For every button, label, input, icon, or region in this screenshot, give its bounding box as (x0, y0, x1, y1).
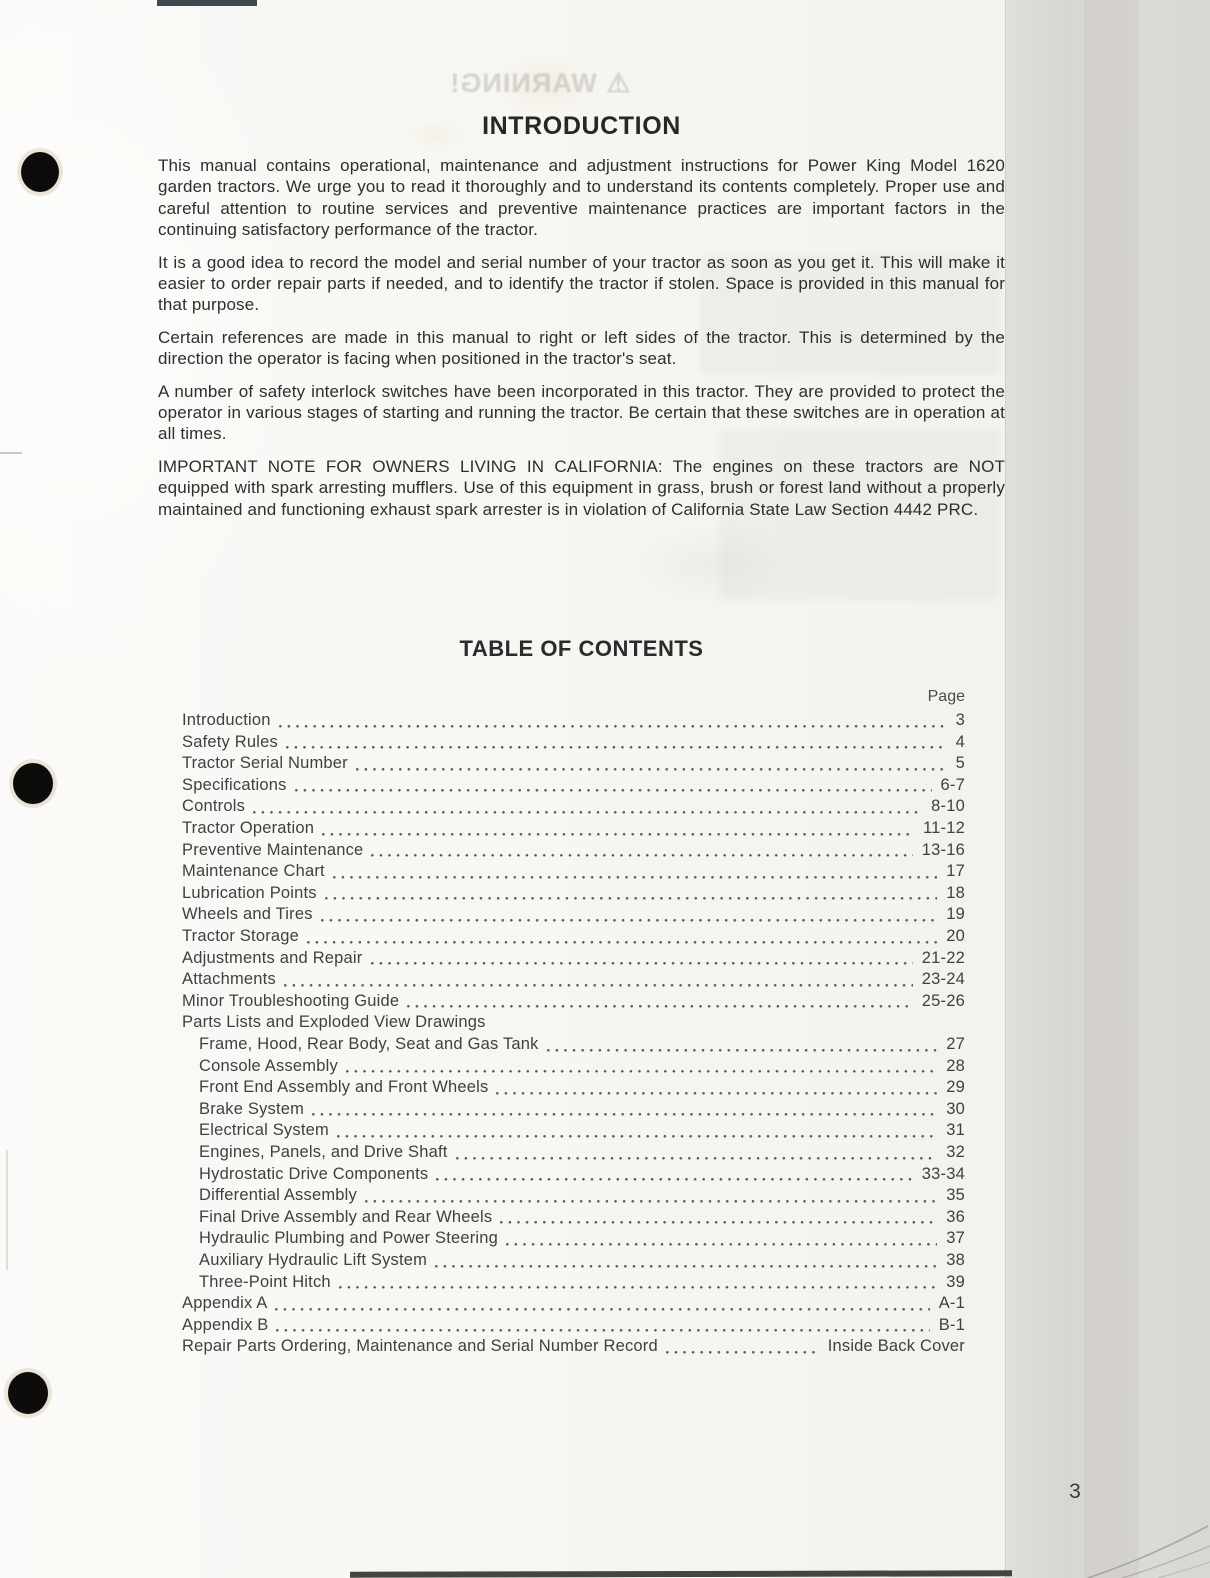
toc-leader-dots (279, 710, 947, 732)
toc-entry-page: 21-22 (921, 948, 965, 967)
toc-entry-page: 18 (946, 883, 965, 902)
toc-entry-page: 33-34 (921, 1164, 965, 1183)
toc-entry (182, 1228, 965, 1250)
toc-leader-dots (407, 991, 913, 1013)
intro-paragraph: Certain references are made in this manual to right or left sides of the tractor. This is determined by the direction the operator is facing when positioned in the tractor's seat. (158, 327, 1005, 369)
toc-title: TABLE OF CONTENTS (459, 636, 704, 662)
toc-entry-label: Tractor Serial Number (182, 754, 348, 773)
toc-entry (182, 732, 965, 754)
toc-entry-page: 20 (946, 927, 965, 946)
toc-entry-page: A-1 (938, 1294, 965, 1313)
toc-leader-dots (506, 1228, 937, 1250)
toc-entry (182, 1207, 965, 1229)
page-number: 3 (1069, 1480, 1081, 1503)
toc-entry-page: 25-26 (921, 991, 965, 1010)
toc-entry-label: Appendix A (182, 1294, 268, 1313)
intro-paragraph: This manual contains operational, maintenance and adjustment instructions for Power King Model 1620 garden tractors. We urge you to read it thoroughly and to understand its contents completely. Proper use and careful attention to routine services and preventive maintenance practices are important factors in the continuing satisfactory performance of the tractor. (158, 156, 1005, 240)
toc-entry-label: Introduction (182, 711, 271, 730)
toc-leader-dots (436, 1164, 912, 1186)
scan-streak (1084, 0, 1139, 1578)
toc-entry-label: Maintenance Chart (182, 862, 325, 881)
toc-leader-dots (275, 1293, 929, 1315)
toc-entry-label: Safety Rules (182, 732, 278, 751)
toc-entry (182, 1250, 965, 1272)
toc-page-column-label: Page (927, 688, 965, 706)
toc-leader-dots (325, 883, 937, 905)
toc-leader-dots (276, 1315, 929, 1337)
scan-right-band (1005, 0, 1210, 1578)
page-content (158, 0, 1005, 1358)
toc-leader-dots (666, 1336, 819, 1358)
toc-entry-label: Differential Assembly (199, 1186, 357, 1205)
intro-paragraph: It is a good idea to record the model and serial number of your tractor as soon as you get it. This will make it easier to order repair parts if needed, and to identify the tractor if stolen. Space is provided in this manual for that purpose. (158, 252, 1005, 315)
toc-entry (182, 753, 965, 775)
scan-top-mark (157, 0, 257, 6)
toc-entry-label: Three-Point Hitch (199, 1272, 331, 1291)
toc-entry (182, 1056, 965, 1078)
toc-entry-label: Controls (182, 797, 246, 816)
toc-entry-label: Specifications (182, 775, 287, 794)
toc-entry-page: 35 (946, 1186, 965, 1205)
toc-entry-label: Minor Troubleshooting Guide (182, 991, 400, 1010)
scan-scratch (0, 452, 22, 454)
toc-entry (182, 1077, 965, 1099)
toc-leader-dots (494, 1012, 956, 1034)
toc-leader-dots (312, 1099, 937, 1121)
toc-entry (182, 1012, 965, 1034)
toc-leader-dots (371, 948, 913, 970)
toc-entry-page: 23-24 (921, 970, 965, 989)
toc-entry-page: 29 (946, 1078, 965, 1097)
toc-entry (182, 991, 965, 1013)
toc-entry-label: Final Drive Assembly and Rear Wheels (199, 1207, 493, 1226)
toc-entry (182, 818, 965, 840)
toc-entry-label: Tractor Storage (182, 927, 300, 946)
toc-entry-page: Inside Back Cover (827, 1337, 965, 1356)
toc-entry-page: 30 (946, 1099, 965, 1118)
toc-entry (182, 1336, 965, 1358)
toc-entry (182, 710, 965, 732)
toc-entry-label: Parts Lists and Exploded View Drawings (182, 1013, 486, 1032)
toc-entry (182, 948, 965, 970)
toc-leader-dots (307, 926, 937, 948)
toc-entry-page: 3 (955, 711, 965, 730)
toc-entry-label: Lubrication Points (182, 883, 317, 902)
binder-hole (21, 152, 59, 192)
toc-entry-page: 27 (946, 1035, 965, 1053)
toc-entry-page: 19 (946, 905, 965, 924)
toc-leader-dots (435, 1250, 937, 1272)
toc-entry (182, 1034, 965, 1056)
toc-entry-label: Hydrostatic Drive Components (199, 1164, 429, 1183)
toc-entry-page: 5 (955, 754, 965, 773)
toc-entry (182, 1120, 965, 1142)
toc-entry-page: 39 (946, 1272, 965, 1291)
toc-entry-label: Preventive Maintenance (182, 840, 364, 859)
page-title: INTRODUCTION (482, 112, 681, 140)
toc-entry-label: Adjustments and Repair (182, 948, 363, 967)
toc-entry-label: Brake System (199, 1099, 305, 1118)
toc-list (182, 710, 965, 1358)
toc-leader-dots (284, 969, 913, 991)
toc-entry (182, 926, 965, 948)
toc-leader-dots (337, 1120, 937, 1142)
toc-entry (182, 1142, 965, 1164)
toc-entry-label: Hydraulic Plumbing and Power Steering (199, 1229, 499, 1248)
toc-entry-label: Auxiliary Hydraulic Lift System (199, 1250, 428, 1269)
toc-entry-label: Electrical System (199, 1121, 329, 1140)
toc-entry-page: 17 (946, 862, 965, 881)
toc-leader-dots (253, 796, 922, 818)
toc-entry (182, 969, 965, 991)
scan-scratch (6, 1150, 8, 1270)
toc-leader-dots (356, 753, 947, 775)
toc-entry-label: Engines, Panels, and Drive Shaft (199, 1142, 448, 1161)
toc-entry-label: Tractor Operation (182, 819, 315, 838)
toc-leader-dots (286, 732, 947, 754)
toc-entry-page: 38 (946, 1250, 965, 1269)
toc-entry-label: Front End Assembly and Front Wheels (199, 1078, 489, 1097)
toc-leader-dots (339, 1272, 937, 1294)
toc-entry (182, 1272, 965, 1294)
binder-hole (8, 1372, 48, 1414)
scan-bottom-bar (350, 1570, 1012, 1577)
toc-entry (182, 775, 965, 797)
toc-leader-dots (496, 1077, 937, 1099)
toc-leader-dots (371, 840, 912, 862)
toc-leader-dots (321, 904, 938, 926)
toc-entry-page: 4 (955, 732, 965, 751)
toc-entry-label: Attachments (182, 970, 276, 989)
bleed-through-warning-text: ⚠ WARNING! (449, 68, 631, 98)
toc-entry (182, 1315, 965, 1337)
toc-entry-page: 31 (946, 1121, 965, 1140)
toc-entry-page: 36 (946, 1207, 965, 1226)
toc-entry-page: 32 (946, 1142, 965, 1161)
toc-entry (182, 1293, 965, 1315)
toc-leader-dots (456, 1142, 938, 1164)
toc-entry-label: Wheels and Tires (182, 905, 313, 924)
toc-entry-page: 8-10 (931, 797, 965, 816)
toc-leader-dots (295, 775, 932, 797)
toc-entry-page: 6-7 (940, 775, 965, 794)
intro-paragraph: IMPORTANT NOTE FOR OWNERS LIVING IN CALIFORNIA: The engines on these tractors are NOT equipped with spark arresting mufflers. Use of this equipment in grass, brush or forest land without a properly maintained and functioning exhaust spark arrester is in violation of California State Law Section 4442 PRC. (158, 456, 1005, 519)
toc-entry-label: Frame, Hood, Rear Body, Seat and Gas Tank (199, 1035, 539, 1053)
toc-leader-dots (500, 1207, 937, 1229)
toc-leader-dots (547, 1034, 938, 1056)
toc-entry-page: 13-16 (921, 840, 965, 859)
toc-entry-label: Console Assembly (199, 1056, 338, 1075)
toc-entry (182, 861, 965, 883)
toc-entry (182, 904, 965, 926)
toc-leader-dots (365, 1185, 937, 1207)
toc-entry-page: 11-12 (923, 819, 965, 838)
toc-entry-label: Appendix B (182, 1315, 269, 1334)
toc-entry-label: Repair Parts Ordering, Maintenance and Serial Number Record (182, 1337, 658, 1356)
toc-leader-dots (322, 818, 914, 840)
toc-entry-page: 28 (946, 1056, 965, 1075)
toc-entry (182, 796, 965, 818)
toc-entry (182, 883, 965, 905)
toc-entry (182, 840, 965, 862)
toc-entry (182, 1185, 965, 1207)
toc-entry-page: B-1 (938, 1315, 965, 1334)
binder-hole (13, 763, 53, 804)
toc-entry-page: 37 (946, 1229, 965, 1248)
toc-leader-dots (346, 1056, 937, 1078)
toc-leader-dots (333, 861, 937, 883)
toc-entry (182, 1099, 965, 1121)
intro-paragraph: A number of safety interlock switches have been incorporated in this tractor. They are provided to protect the operator in various stages of starting and running the tractor. Be certain that these switches are in operation at all times. (158, 381, 1005, 444)
toc-entry (182, 1164, 965, 1186)
